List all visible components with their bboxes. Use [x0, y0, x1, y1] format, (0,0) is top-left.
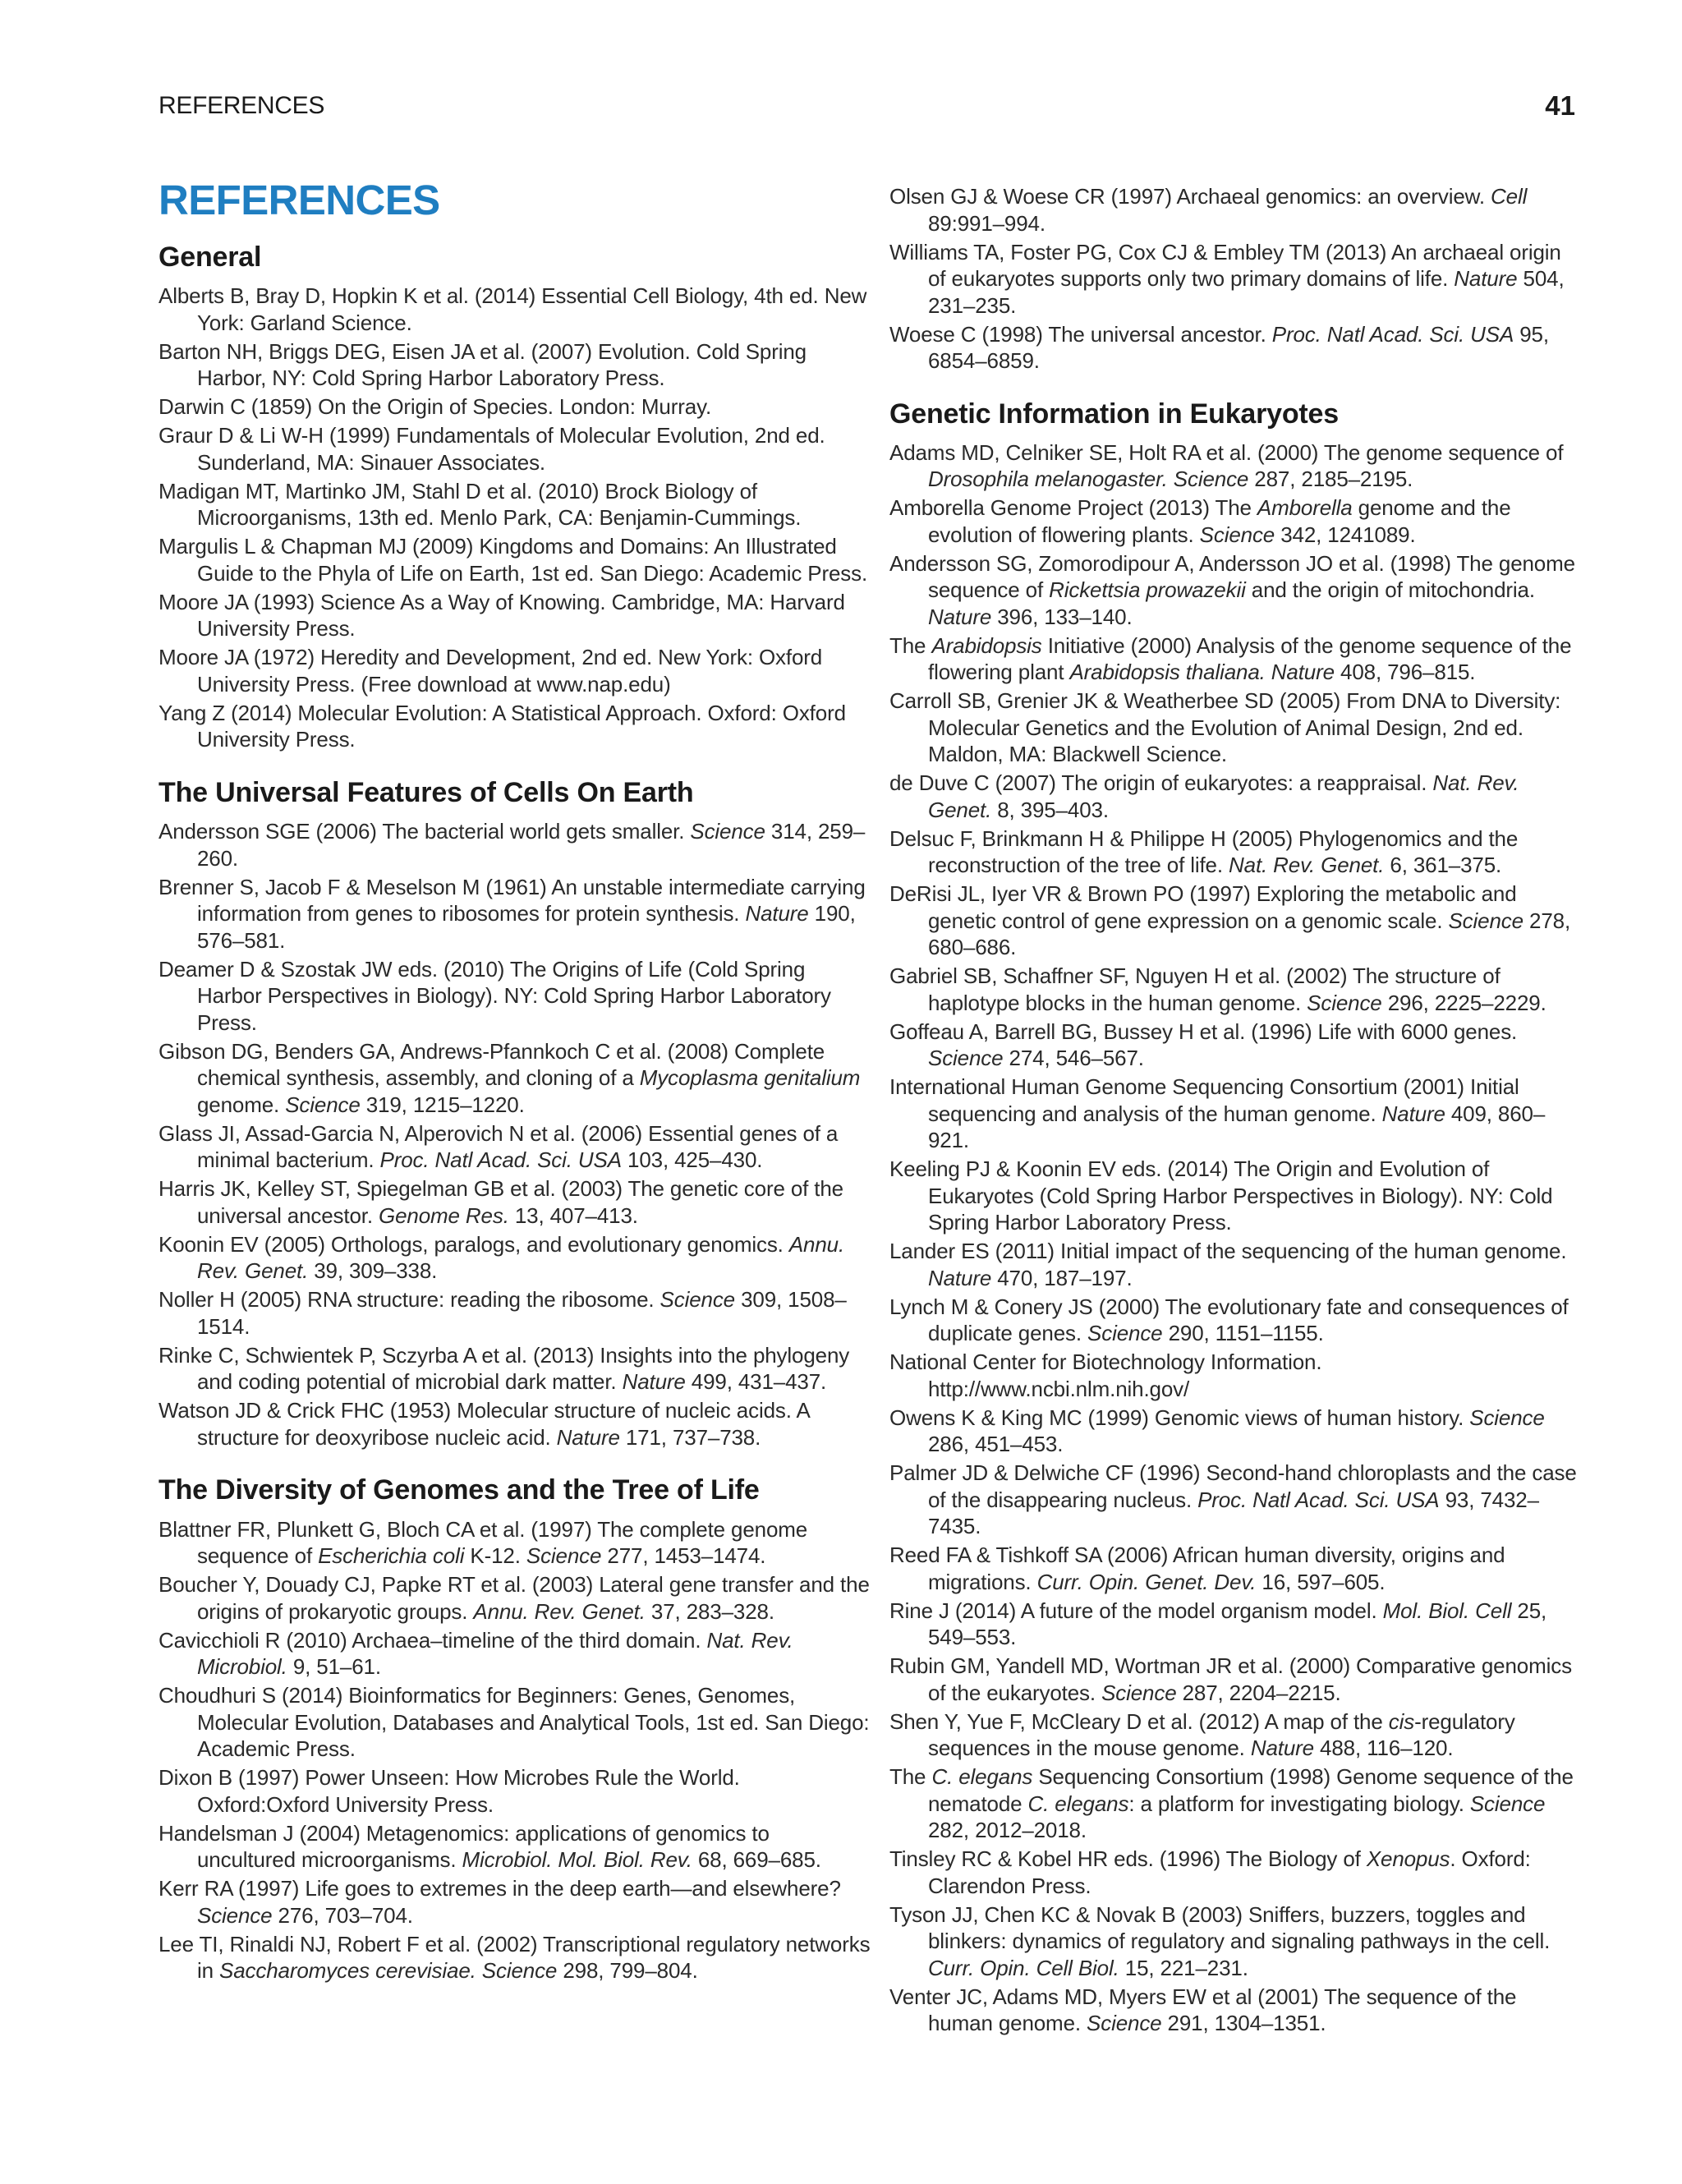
- italic-span: Science: [1199, 522, 1275, 547]
- italic-span: Escherichia coli: [318, 1543, 465, 1569]
- italic-span: cis: [1388, 1708, 1415, 1734]
- reference-entry: Alberts B, Bray D, Hopkin K et al. (2014) Essential Cell Biology, 4th ed. New York: Garland Science.: [159, 283, 867, 335]
- reference-entry: Amborella Genome Project (2013) The Amborella genome and the evolution of flowering plants. Science 342, 1241089.: [889, 495, 1511, 547]
- italic-span: Genome Res.: [379, 1202, 509, 1228]
- reference-entry: Blattner FR, Plunkett G, Bloch CA et al. (1997) The complete genome sequence of Escherichia coli K-12. Science 277, 1453–1474.: [159, 1516, 808, 1569]
- reference-entry: Tinsley RC & Kobel HR eds. (1996) The Biology of Xenopus. Oxford: Clarendon Press.: [889, 1846, 1531, 1898]
- italic-span: Nature: [928, 604, 992, 629]
- reference-entry: Palmer JD & Delwiche CF (1996) Second-hand chloroplasts and the case of the disappearing nucleus. Proc. Natl Acad. Sci. USA 93, 7432–7435.: [889, 1460, 1577, 1539]
- italic-span: Proc. Natl Acad. Sci. USA: [379, 1147, 622, 1173]
- reference-entry: Yang Z (2014) Molecular Evolution: A Statistical Approach. Oxford: Oxford University Press.: [159, 700, 846, 752]
- reference-entry: Gabriel SB, Schaffner SF, Nguyen H et al. (2002) The structure of haplotype blocks in the human genome. Science 296, 2225–2229.: [889, 963, 1546, 1015]
- reference-entry: National Center for Biotechnology Information. http://www.ncbi.nlm.nih.gov/: [889, 1349, 1322, 1401]
- italic-span: Nat. Rev. Genet.: [1229, 853, 1385, 878]
- reference-entry: Moore JA (1993) Science As a Way of Knowing. Cambridge, MA: Harvard University Press.: [159, 589, 845, 641]
- reference-entry: de Duve C (2007) The origin of eukaryotes: a reappraisal. Nat. Rev. Genet. 8, 395–403.: [889, 770, 1519, 822]
- reference-entry: Noller H (2005) RNA structure: reading the ribosome. Science 309, 1508–1514.: [159, 1287, 847, 1339]
- reference-entry: Harris JK, Kelley ST, Spiegelman GB et al. (2003) The genetic core of the universal ancestor. Genome Res. 13, 407–413.: [159, 1176, 843, 1228]
- italic-span: Microbiol. Mol. Biol. Rev.: [462, 1847, 692, 1873]
- reference-entry: Koonin EV (2005) Orthologs, paralogs, and evolutionary genomics. Annu. Rev. Genet. 39, 309–338.: [159, 1231, 845, 1284]
- reference-entry: Delsuc F, Brinkmann H & Philippe H (2005) Phylogenomics and the reconstruction of the tree of life. Nat. Rev. Genet. 6, 361–375.: [889, 825, 1519, 878]
- reference-entry: Owens K & King MC (1999) Genomic views of human history. Science 286, 451–453.: [889, 1405, 1545, 1457]
- reference-entry: International Human Genome Sequencing Consortium (2001) Initial sequencing and analysis of the human genome. Nature 409, 860–921.: [889, 1074, 1546, 1153]
- italic-span: Cell: [1491, 184, 1528, 209]
- italic-span: Annu. Rev. Genet.: [473, 1598, 646, 1624]
- reference-entry: Watson JD & Crick FHC (1953) Molecular structure of nucleic acids. A structure for deoxyribose nucleic acid. Nature 171, 737–738.: [159, 1398, 810, 1450]
- reference-entry: Carroll SB, Grenier JK & Weatherbee SD (2005) From DNA to Diversity: Molecular Genetics and the Evolution of Animal Design, 2nd ed. Maldon, MA: Blackwell Science.: [889, 688, 1561, 767]
- reference-entry: Tyson JJ, Chen KC & Novak B (2003) Sniffers, buzzers, toggles and blinkers: dynamics of regulatory and signaling pathways in the cell. Curr. Opin. Cell Biol. 15, 221–231.: [889, 1901, 1551, 1980]
- italic-span: Science: [1469, 1791, 1546, 1816]
- reference-entry: Boucher Y, Douady CJ, Papke RT et al. (2003) Lateral gene transfer and the origins of prokaryotic groups. Annu. Rev. Genet. 37, 283–328.: [159, 1572, 870, 1624]
- reference-entry: Lee TI, Rinaldi NJ, Robert F et al. (2002) Transcriptional regulatory networks in Saccharomyces cerevisiae. Science 298, 799–804.: [159, 1931, 871, 1984]
- reference-entry: Graur D & Li W-H (1999) Fundamentals of Molecular Evolution, 2nd ed. Sunderland, MA: Sinauer Associates.: [159, 423, 825, 475]
- section-heading: The Diversity of Genomes and the Tree of Life: [159, 1474, 760, 1506]
- left-sections: [159, 242, 873, 1984]
- italic-span: Science: [1307, 990, 1382, 1015]
- reference-entry: Kerr RA (1997) Life goes to extremes in the deep earth—and elsewhere? Science 276, 703–704.: [159, 1876, 841, 1928]
- italic-span: Science: [1448, 908, 1523, 933]
- italic-span: C. elegans: [931, 1764, 1033, 1790]
- reference-entry: Margulis L & Chapman MJ (2009) Kingdoms and Domains: An Illustrated Guide to the Phyla of Life on Earth, 1st ed. San Diego: Academic Press.: [159, 534, 868, 586]
- italic-span: Nature: [745, 901, 809, 926]
- reference-entry: Rine J (2014) A future of the model organism model. Mol. Biol. Cell 25, 549–553.: [889, 1598, 1547, 1650]
- italic-span: Nature: [1454, 266, 1518, 291]
- italic-span: Nature: [1250, 1736, 1314, 1761]
- italic-span: Nat. Rev. Genet.: [928, 770, 1519, 822]
- italic-span: Arabidopsis: [931, 632, 1042, 658]
- reference-entry: Deamer D & Szostak JW eds. (2010) The Origins of Life (Cold Spring Harbor Perspectives in Biology). NY: Cold Spring Harbor Laboratory Press.: [159, 956, 831, 1035]
- italic-span: Mol. Biol. Cell: [1382, 1598, 1512, 1623]
- italic-span: Science: [526, 1543, 602, 1569]
- italic-span: Proc. Natl Acad. Sci. USA: [1271, 321, 1514, 347]
- italic-span: Science: [928, 1046, 1004, 1071]
- reference-entry: Handelsman J (2004) Metagenomics: applications of genomics to uncultured microorganisms. Microbiol. Mol. Biol. Rev. 68, 669–685.: [159, 1820, 821, 1873]
- italic-span: Nature: [556, 1424, 620, 1450]
- italic-span: Nature: [928, 1265, 992, 1290]
- reference-entry: Gibson DG, Benders GA, Andrews-Pfannkoch C et al. (2008) Complete chemical synthesis, assembly, and cloning of a Mycoplasma genitalium genome. Science 319, 1215–1220.: [159, 1038, 861, 1117]
- italic-span: Science: [1087, 2011, 1162, 2036]
- italic-span: Curr. Opin. Genet. Dev.: [1036, 1569, 1257, 1594]
- italic-span: Drosophila melanogaster. Science: [928, 467, 1249, 492]
- italic-span: Annu. Rev. Genet.: [197, 1231, 845, 1284]
- reference-entry: Moore JA (1972) Heredity and Development, 2nd ed. New York: Oxford University Press. (Free download at www.nap.edu): [159, 645, 823, 697]
- italic-span: Science: [197, 1902, 273, 1928]
- italic-span: Xenopus: [1366, 1846, 1450, 1872]
- italic-span: Science: [285, 1092, 361, 1117]
- reference-entry: Shen Y, Yue F, McCleary D et al. (2012) A map of the cis-regulatory sequences in the mouse genome. Nature 488, 116–120.: [889, 1708, 1515, 1761]
- section-heading: General: [159, 241, 262, 273]
- reference-entry: Adams MD, Celniker SE, Holt RA et al. (2000) The genome sequence of Drosophila melanogaster. Science 287, 2185–2195.: [889, 439, 1564, 492]
- reference-entry: Williams TA, Foster PG, Cox CJ & Embley TM (2013) An archaeal origin of eukaryotes supports only two primary domains of life. Nature 504, 231–235.: [889, 239, 1565, 318]
- reference-entry: DeRisi JL, Iyer VR & Brown PO (1997) Exploring the metabolic and genetic control of gene expression on a genomic scale. Science 278, 680–686.: [889, 881, 1571, 960]
- reference-entry: The C. elegans Sequencing Consortium (1998) Genome sequence of the nematode C. elegans: a platform for investigating biology. Science 282, 2012–2018.: [889, 1764, 1574, 1843]
- reference-entry: Venter JC, Adams MD, Myers EW et al (2001) The sequence of the human genome. Science 291, 1304–1351.: [889, 1984, 1517, 2036]
- italic-span: Proc. Natl Acad. Sci. USA: [1197, 1487, 1440, 1512]
- reference-entry: Olsen GJ & Woese CR (1997) Archaeal genomics: an overview. Cell 89:991–994.: [889, 184, 1528, 236]
- reference-entry: Lander ES (2011) Initial impact of the sequencing of the human genome. Nature 470, 187–197.: [889, 1239, 1567, 1290]
- italic-span: Amborella: [1257, 495, 1353, 521]
- italic-span: Nature: [1381, 1101, 1445, 1126]
- italic-span: C. elegans: [1027, 1791, 1129, 1816]
- right-sections: [889, 399, 1583, 2037]
- italic-span: Curr. Opin. Cell Biol.: [928, 1955, 1119, 1980]
- left-column: [159, 179, 873, 1986]
- reference-entry: Choudhuri S (2014) Bioinformatics for Beginners: Genes, Genomes, Molecular Evolution, Databases and Analytical Tools, 1st ed. San Diego: Academic Press.: [159, 1683, 870, 1762]
- reference-entry: Andersson SG, Zomorodipour A, Andersson JO et al. (1998) The genome sequence of Rickettsia prowazekii and the origin of mitochondria. Nature 396, 133–140.: [889, 550, 1575, 629]
- reference-entry: Brenner S, Jacob F & Meselson M (1961) An unstable intermediate carrying information from genes to ribosomes for protein synthesis. Nature 190, 576–581.: [159, 874, 866, 953]
- page-number: 41: [1545, 90, 1575, 121]
- right-top-references: [889, 183, 1583, 375]
- reference-entry: The Arabidopsis Initiative (2000) Analysis of the genome sequence of the flowering plant Arabidopsis thaliana. Nature 408, 796–815.: [889, 632, 1572, 685]
- reference-entry: Darwin C (1859) On the Origin of Species. London: Murray.: [159, 394, 712, 420]
- right-column: [889, 183, 1583, 2039]
- reference-entry: Glass JI, Assad-Garcia N, Alperovich N et al. (2006) Essential genes of a minimal bacterium. Proc. Natl Acad. Sci. USA 103, 425–430.: [159, 1120, 839, 1173]
- reference-entry: Lynch M & Conery JS (2000) The evolutionary fate and consequences of duplicate genes. Science 290, 1151–1155.: [889, 1294, 1569, 1346]
- reference-entry: Rubin GM, Yandell MD, Wortman JR et al. (2000) Comparative genomics of the eukaryotes. Science 287, 2204–2215.: [889, 1653, 1572, 1705]
- reference-entry: Goffeau A, Barrell BG, Bussey H et al. (1996) Life with 6000 genes. Science 274, 546–567.: [889, 1018, 1518, 1071]
- reference-entry: Andersson SGE (2006) The bacterial world gets smaller. Science 314, 259–260.: [159, 819, 866, 871]
- reference-entry: Keeling PJ & Koonin EV eds. (2014) The Origin and Evolution of Eukaryotes (Cold Spring Harbor Perspectives in Biology). NY: Cold Spring Harbor Laboratory Press.: [889, 1156, 1553, 1235]
- italic-span: Mycoplasma genitalium: [639, 1065, 861, 1091]
- italic-span: Science: [1101, 1680, 1177, 1705]
- italic-span: Rickettsia prowazekii: [1049, 577, 1246, 603]
- reference-entry: Rinke C, Schwientek P, Sczyrba A et al. (2013) Insights into the phylogeny and coding potential of microbial dark matter. Nature 499, 431–437.: [159, 1342, 850, 1395]
- section-heading: Genetic Information in Eukaryotes: [889, 398, 1339, 430]
- italic-span: Saccharomyces cerevisiae. Science: [219, 1958, 558, 1984]
- italic-span: Arabidopsis thaliana. Nature: [1069, 660, 1335, 685]
- page-title: REFERENCES: [159, 177, 440, 223]
- reference-entry: Cavicchioli R (2010) Archaea–timeline of the third domain. Nat. Rev. Microbiol. 9, 51–61.: [159, 1627, 793, 1680]
- italic-span: Science: [1087, 1321, 1163, 1346]
- italic-span: Science: [690, 819, 765, 844]
- reference-entry: Barton NH, Briggs DEG, Eisen JA et al. (2007) Evolution. Cold Spring Harbor, NY: Cold Spring Harbor Laboratory Press.: [159, 338, 807, 391]
- running-head: REFERENCES: [159, 92, 325, 119]
- section-heading: The Universal Features of Cells On Earth: [159, 776, 694, 808]
- italic-span: Science: [659, 1287, 735, 1313]
- reference-entry: Dixon B (1997) Power Unseen: How Microbes Rule the World. Oxford:Oxford University Press.: [159, 1765, 740, 1817]
- italic-span: Nat. Rev. Microbiol.: [197, 1627, 793, 1680]
- italic-span: Science: [1469, 1405, 1545, 1430]
- reference-entry: Woese C (1998) The universal ancestor. Proc. Natl Acad. Sci. USA 95, 6854–6859.: [889, 321, 1549, 373]
- reference-entry: Reed FA & Tishkoff SA (2006) African human diversity, origins and migrations. Curr. Opin. Genet. Dev. 16, 597–605.: [889, 1543, 1505, 1594]
- reference-entry: Madigan MT, Martinko JM, Stahl D et al. (2010) Brock Biology of Microorganisms, 13th ed. Menlo Park, CA: Benjamin-Cummings.: [159, 478, 802, 531]
- italic-span: Nature: [622, 1369, 686, 1395]
